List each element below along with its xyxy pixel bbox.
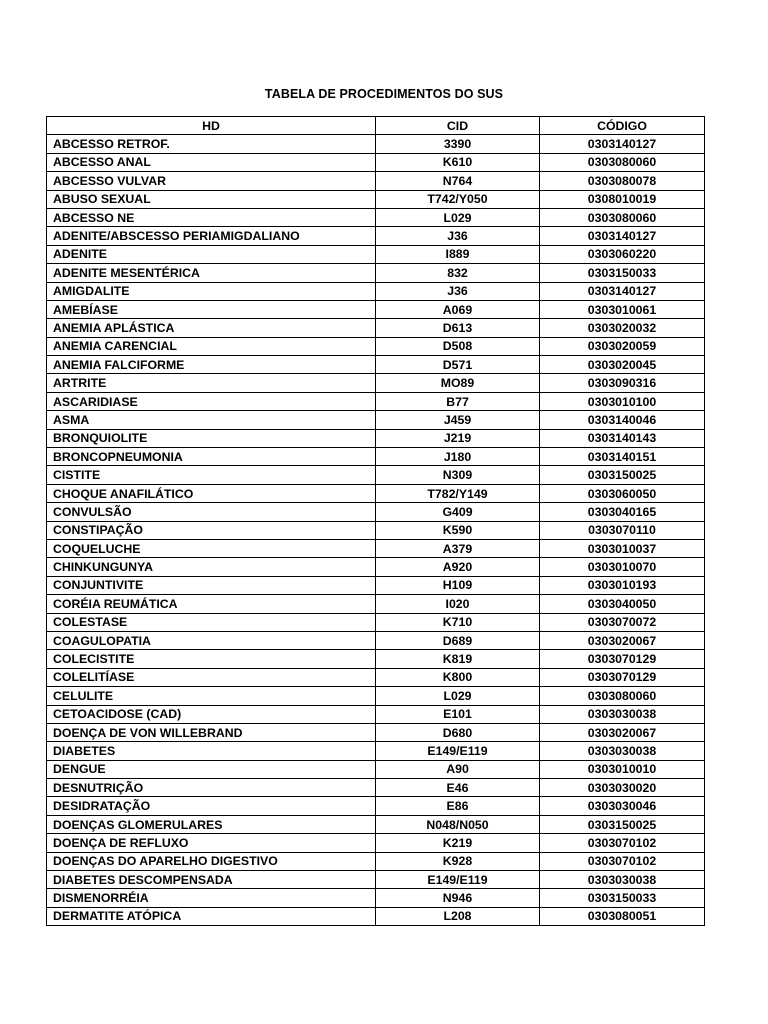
table-row [47, 852, 705, 870]
cell-codigo: 0303150025 [540, 815, 705, 833]
cell-hd: BRONQUIOLITE [47, 429, 376, 447]
cell-codigo: 0303080060 [540, 153, 705, 171]
cell-hd: DESNUTRIÇÃO [47, 779, 376, 797]
cell-cid: D508 [376, 337, 540, 355]
table-row [47, 834, 705, 852]
cell-cid: 3390 [376, 135, 540, 153]
cell-hd: CONSTIPAÇÃO [47, 521, 376, 539]
cell-codigo: 0303010070 [540, 558, 705, 576]
cell-hd: CORÉIA REUMÁTICA [47, 595, 376, 613]
cell-cid: MO89 [376, 374, 540, 392]
cell-hd: ABCESSO ANAL [47, 153, 376, 171]
cell-codigo: 0303140127 [540, 227, 705, 245]
table-row [47, 264, 705, 282]
table-row [47, 337, 705, 355]
table-row [47, 797, 705, 815]
cell-codigo: 0303010010 [540, 760, 705, 778]
cell-hd: CHINKUNGUNYA [47, 558, 376, 576]
cell-codigo: 0303140127 [540, 135, 705, 153]
cell-codigo: 0303010037 [540, 539, 705, 557]
cell-cid: K819 [376, 650, 540, 668]
cell-hd: CONJUNTIVITE [47, 576, 376, 594]
cell-codigo: 0303070110 [540, 521, 705, 539]
cell-codigo: 0303150025 [540, 466, 705, 484]
table-row [47, 595, 705, 613]
cell-cid: 832 [376, 264, 540, 282]
cell-codigo: 0303030038 [540, 705, 705, 723]
cell-codigo: 0303150033 [540, 889, 705, 907]
cell-codigo: 0303070102 [540, 852, 705, 870]
cell-hd: COQUELUCHE [47, 539, 376, 557]
cell-cid: T742/Y050 [376, 190, 540, 208]
cell-codigo: 0303030020 [540, 779, 705, 797]
cell-cid: J180 [376, 448, 540, 466]
cell-hd: CELULITE [47, 687, 376, 705]
table-row [47, 760, 705, 778]
table-row [47, 374, 705, 392]
table-row [47, 613, 705, 631]
cell-hd: AMEBÍASE [47, 300, 376, 318]
cell-codigo: 0303140046 [540, 411, 705, 429]
table-row [47, 484, 705, 502]
table-row [47, 172, 705, 190]
cell-codigo: 0303030038 [540, 742, 705, 760]
cell-cid: L029 [376, 687, 540, 705]
table-row [47, 245, 705, 263]
table-row [47, 687, 705, 705]
table-body [47, 135, 705, 926]
table-row [47, 319, 705, 337]
cell-hd: ARTRITE [47, 374, 376, 392]
cell-cid: E86 [376, 797, 540, 815]
cell-cid: K590 [376, 521, 540, 539]
table-row [47, 448, 705, 466]
table-row [47, 300, 705, 318]
cell-cid: J219 [376, 429, 540, 447]
cell-codigo: 0303080078 [540, 172, 705, 190]
cell-codigo: 0303140143 [540, 429, 705, 447]
table-row [47, 411, 705, 429]
cell-hd: DIABETES DESCOMPENSADA [47, 871, 376, 889]
cell-cid: B77 [376, 392, 540, 410]
cell-cid: I889 [376, 245, 540, 263]
cell-cid: A379 [376, 539, 540, 557]
cell-codigo: 0303020045 [540, 356, 705, 374]
cell-codigo: 0303040050 [540, 595, 705, 613]
cell-cid: N048/N050 [376, 815, 540, 833]
cell-hd: CHOQUE ANAFILÁTICO [47, 484, 376, 502]
cell-hd: DESIDRATAÇÃO [47, 797, 376, 815]
table-row [47, 503, 705, 521]
table-row [47, 650, 705, 668]
table-row [47, 668, 705, 686]
table-row [47, 466, 705, 484]
cell-hd: ANEMIA APLÁSTICA [47, 319, 376, 337]
cell-hd: ABCESSO RETROF. [47, 135, 376, 153]
column-header-codigo: CÓDIGO [540, 117, 705, 135]
cell-hd: ADENITE [47, 245, 376, 263]
cell-cid: K610 [376, 153, 540, 171]
cell-codigo: 0303140151 [540, 448, 705, 466]
cell-hd: ADENITE/ABSCESSO PERIAMIGDALIANO [47, 227, 376, 245]
cell-hd: CONVULSÃO [47, 503, 376, 521]
cell-codigo: 0303080060 [540, 687, 705, 705]
table-row [47, 779, 705, 797]
cell-hd: DOENÇAS GLOMERULARES [47, 815, 376, 833]
cell-codigo: 0303020067 [540, 631, 705, 649]
cell-hd: DENGUE [47, 760, 376, 778]
cell-cid: G409 [376, 503, 540, 521]
table-row [47, 356, 705, 374]
cell-hd: COLECISTITE [47, 650, 376, 668]
cell-hd: ABUSO SEXUAL [47, 190, 376, 208]
cell-hd: DIABETES [47, 742, 376, 760]
cell-cid: N946 [376, 889, 540, 907]
cell-hd: COLELITÍASE [47, 668, 376, 686]
cell-cid: K800 [376, 668, 540, 686]
table-row [47, 889, 705, 907]
cell-codigo: 0303030038 [540, 871, 705, 889]
table-row [47, 576, 705, 594]
column-header-cid: CID [376, 117, 540, 135]
table-row [47, 153, 705, 171]
cell-codigo: 0303010100 [540, 392, 705, 410]
cell-hd: AMIGDALITE [47, 282, 376, 300]
table-row [47, 742, 705, 760]
table-row [47, 723, 705, 741]
cell-hd: ANEMIA FALCIFORME [47, 356, 376, 374]
cell-codigo: 0303040165 [540, 503, 705, 521]
table-row [47, 815, 705, 833]
cell-codigo: 0303140127 [540, 282, 705, 300]
cell-hd: COAGULOPATIA [47, 631, 376, 649]
table-row [47, 208, 705, 226]
procedures-table [46, 116, 705, 926]
document-title: TABELA DE PROCEDIMENTOS DO SUS [264, 87, 504, 101]
cell-codigo: 0303030046 [540, 797, 705, 815]
table-row [47, 135, 705, 153]
table-row [47, 539, 705, 557]
cell-hd: BRONCOPNEUMONIA [47, 448, 376, 466]
cell-hd: CETOACIDOSE (CAD) [47, 705, 376, 723]
cell-cid: K219 [376, 834, 540, 852]
table-row [47, 429, 705, 447]
cell-cid: E149/E119 [376, 871, 540, 889]
cell-cid: D613 [376, 319, 540, 337]
cell-cid: L029 [376, 208, 540, 226]
cell-hd: DERMATITE ATÓPICA [47, 907, 376, 925]
cell-cid: D689 [376, 631, 540, 649]
cell-cid: A069 [376, 300, 540, 318]
table-row [47, 558, 705, 576]
cell-codigo: 0303010061 [540, 300, 705, 318]
cell-cid: I020 [376, 595, 540, 613]
cell-codigo: 0303070129 [540, 650, 705, 668]
cell-codigo: 0303020032 [540, 319, 705, 337]
cell-cid: H109 [376, 576, 540, 594]
cell-cid: E46 [376, 779, 540, 797]
table-row [47, 392, 705, 410]
cell-hd: DOENÇA DE VON WILLEBRAND [47, 723, 376, 741]
table-row [47, 871, 705, 889]
table-row [47, 705, 705, 723]
table-row [47, 190, 705, 208]
cell-cid: A920 [376, 558, 540, 576]
cell-cid: N764 [376, 172, 540, 190]
cell-codigo: 0303020067 [540, 723, 705, 741]
cell-codigo: 0303150033 [540, 264, 705, 282]
cell-codigo: 0303080060 [540, 208, 705, 226]
cell-codigo: 0303070129 [540, 668, 705, 686]
cell-hd: CISTITE [47, 466, 376, 484]
table-row [47, 907, 705, 925]
cell-codigo: 0303090316 [540, 374, 705, 392]
table-row [47, 521, 705, 539]
table-row [47, 631, 705, 649]
cell-hd: ANEMIA CARENCIAL [47, 337, 376, 355]
table-header-row [47, 117, 705, 135]
cell-hd: DOENÇA DE REFLUXO [47, 834, 376, 852]
cell-cid: J36 [376, 282, 540, 300]
cell-codigo: 0303020059 [540, 337, 705, 355]
cell-cid: A90 [376, 760, 540, 778]
cell-cid: J36 [376, 227, 540, 245]
cell-hd: ASCARIDIASE [47, 392, 376, 410]
cell-cid: L208 [376, 907, 540, 925]
cell-codigo: 0303060050 [540, 484, 705, 502]
cell-hd: ABCESSO VULVAR [47, 172, 376, 190]
cell-codigo: 0303060220 [540, 245, 705, 263]
cell-cid: K928 [376, 852, 540, 870]
cell-cid: J459 [376, 411, 540, 429]
cell-cid: D571 [376, 356, 540, 374]
cell-hd: DISMENORRÉIA [47, 889, 376, 907]
cell-codigo: 0303080051 [540, 907, 705, 925]
cell-cid: K710 [376, 613, 540, 631]
cell-hd: ASMA [47, 411, 376, 429]
cell-cid: E149/E119 [376, 742, 540, 760]
cell-cid: N309 [376, 466, 540, 484]
cell-codigo: 0303070102 [540, 834, 705, 852]
cell-hd: ADENITE MESENTÉRICA [47, 264, 376, 282]
column-header-hd: HD [47, 117, 376, 135]
cell-codigo: 0303010193 [540, 576, 705, 594]
cell-codigo: 0303070072 [540, 613, 705, 631]
cell-cid: E101 [376, 705, 540, 723]
table-row [47, 227, 705, 245]
cell-hd: DOENÇAS DO APARELHO DIGESTIVO [47, 852, 376, 870]
cell-hd: COLESTASE [47, 613, 376, 631]
cell-hd: ABCESSO NE [47, 208, 376, 226]
table-row [47, 282, 705, 300]
cell-cid: T782/Y149 [376, 484, 540, 502]
cell-codigo: 0308010019 [540, 190, 705, 208]
cell-cid: D680 [376, 723, 540, 741]
